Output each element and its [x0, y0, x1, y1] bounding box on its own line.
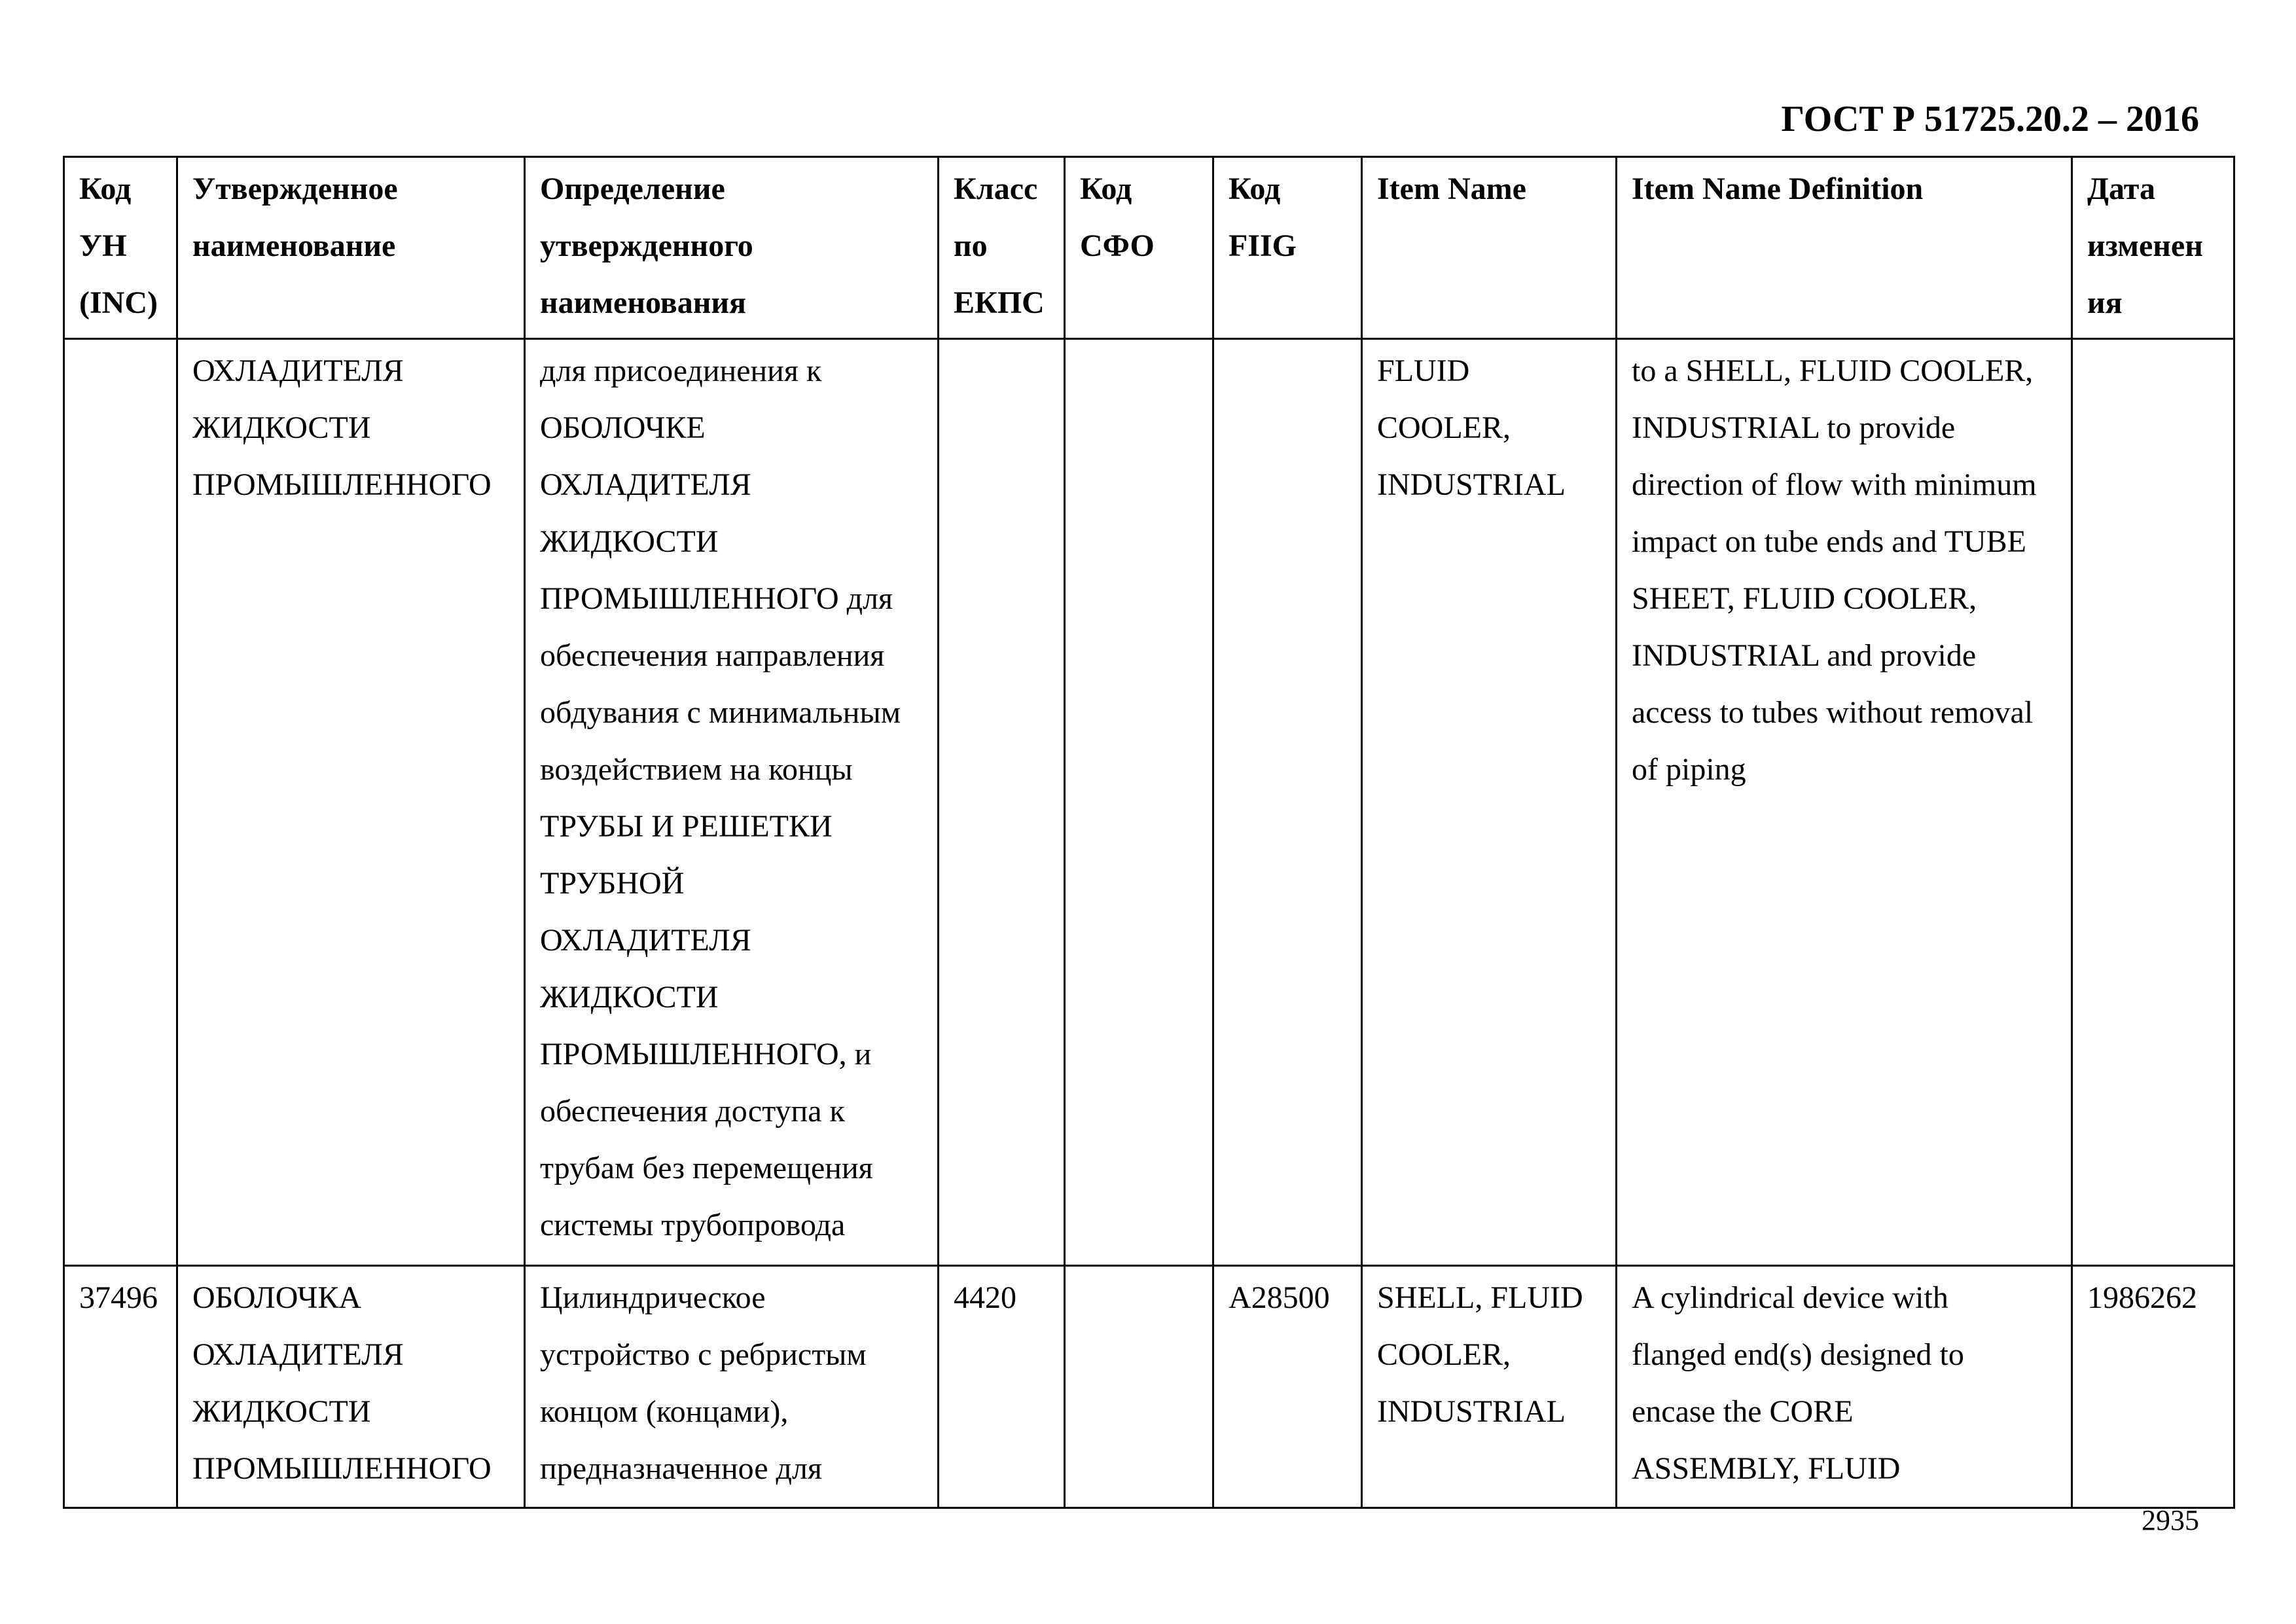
cell-definition: для присоединения к ОБОЛОЧКЕ ОХЛАДИТЕЛЯ ЖИДКОСТИ ПРОМЫШЛЕННОГО для обеспечения направления обдувания с минимальным воздействием на концы ТРУБЫ И РЕШЕТКИ ТРУБНОЙ ОХЛАДИТЕЛЯ ЖИДКОСТИ ПРОМЫШЛЕННОГО, и обеспечения доступа к трубам без перемещения системы трубопровода [525, 339, 939, 1266]
table-header-row [64, 157, 2234, 339]
cell-sfo-code [1065, 339, 1213, 1266]
cell-ekps-class [939, 339, 1065, 1266]
cell-item-name-definition: A cylindrical device with flanged end(s) designed to encase the CORE ASSEMBLY, FLUID [1617, 1266, 2072, 1508]
header-item-name-definition: Item Name Definition [1617, 157, 2072, 339]
header-approved-name: Утвержденное наименование [177, 157, 525, 339]
catalog-table [63, 156, 2235, 1509]
cell-fiig-code [1213, 339, 1362, 1266]
cell-inc [64, 339, 177, 1266]
table-row [64, 1266, 2234, 1508]
cell-fiig-code: A28500 [1213, 1266, 1362, 1508]
page-number: 2935 [2142, 1504, 2199, 1536]
standard-designation: ГОСТ Р 51725.20.2 – 2016 [1781, 99, 2199, 139]
header-item-name: Item Name [1362, 157, 1617, 339]
cell-inc: 37496 [64, 1266, 177, 1508]
table-row [64, 339, 2234, 1266]
cell-item-name: FLUID COOLER, INDUSTRIAL [1362, 339, 1617, 1266]
header-inc: Код УН (INC) [64, 157, 177, 339]
header-fiig-code: Код FIIG [1213, 157, 1362, 339]
header-change-date: Дата изменен ия [2072, 157, 2234, 339]
cell-approved-name: ОХЛАДИТЕЛЯ ЖИДКОСТИ ПРОМЫШЛЕННОГО [177, 339, 525, 1266]
cell-definition: Цилиндрическое устройство с ребристым концом (концами), предназначенное для [525, 1266, 939, 1508]
cell-item-name-definition: to a SHELL, FLUID COOLER, INDUSTRIAL to provide direction of flow with minimum impact on tube ends and TUBE SHEET, FLUID COOLER, INDUSTRIAL and provide access to tubes without removal of piping [1617, 339, 2072, 1266]
cell-approved-name: ОБОЛОЧКА ОХЛАДИТЕЛЯ ЖИДКОСТИ ПРОМЫШЛЕННОГО [177, 1266, 525, 1508]
cell-change-date [2072, 339, 2234, 1266]
cell-item-name: SHELL, FLUID COOLER, INDUSTRIAL [1362, 1266, 1617, 1508]
cell-ekps-class: 4420 [939, 1266, 1065, 1508]
header-definition: Определение утвержденного наименования [525, 157, 939, 339]
cell-change-date: 1986262 [2072, 1266, 2234, 1508]
header-ekps-class: Класс по ЕКПС [939, 157, 1065, 339]
header-sfo-code: Код СФО [1065, 157, 1213, 339]
cell-sfo-code [1065, 1266, 1213, 1508]
